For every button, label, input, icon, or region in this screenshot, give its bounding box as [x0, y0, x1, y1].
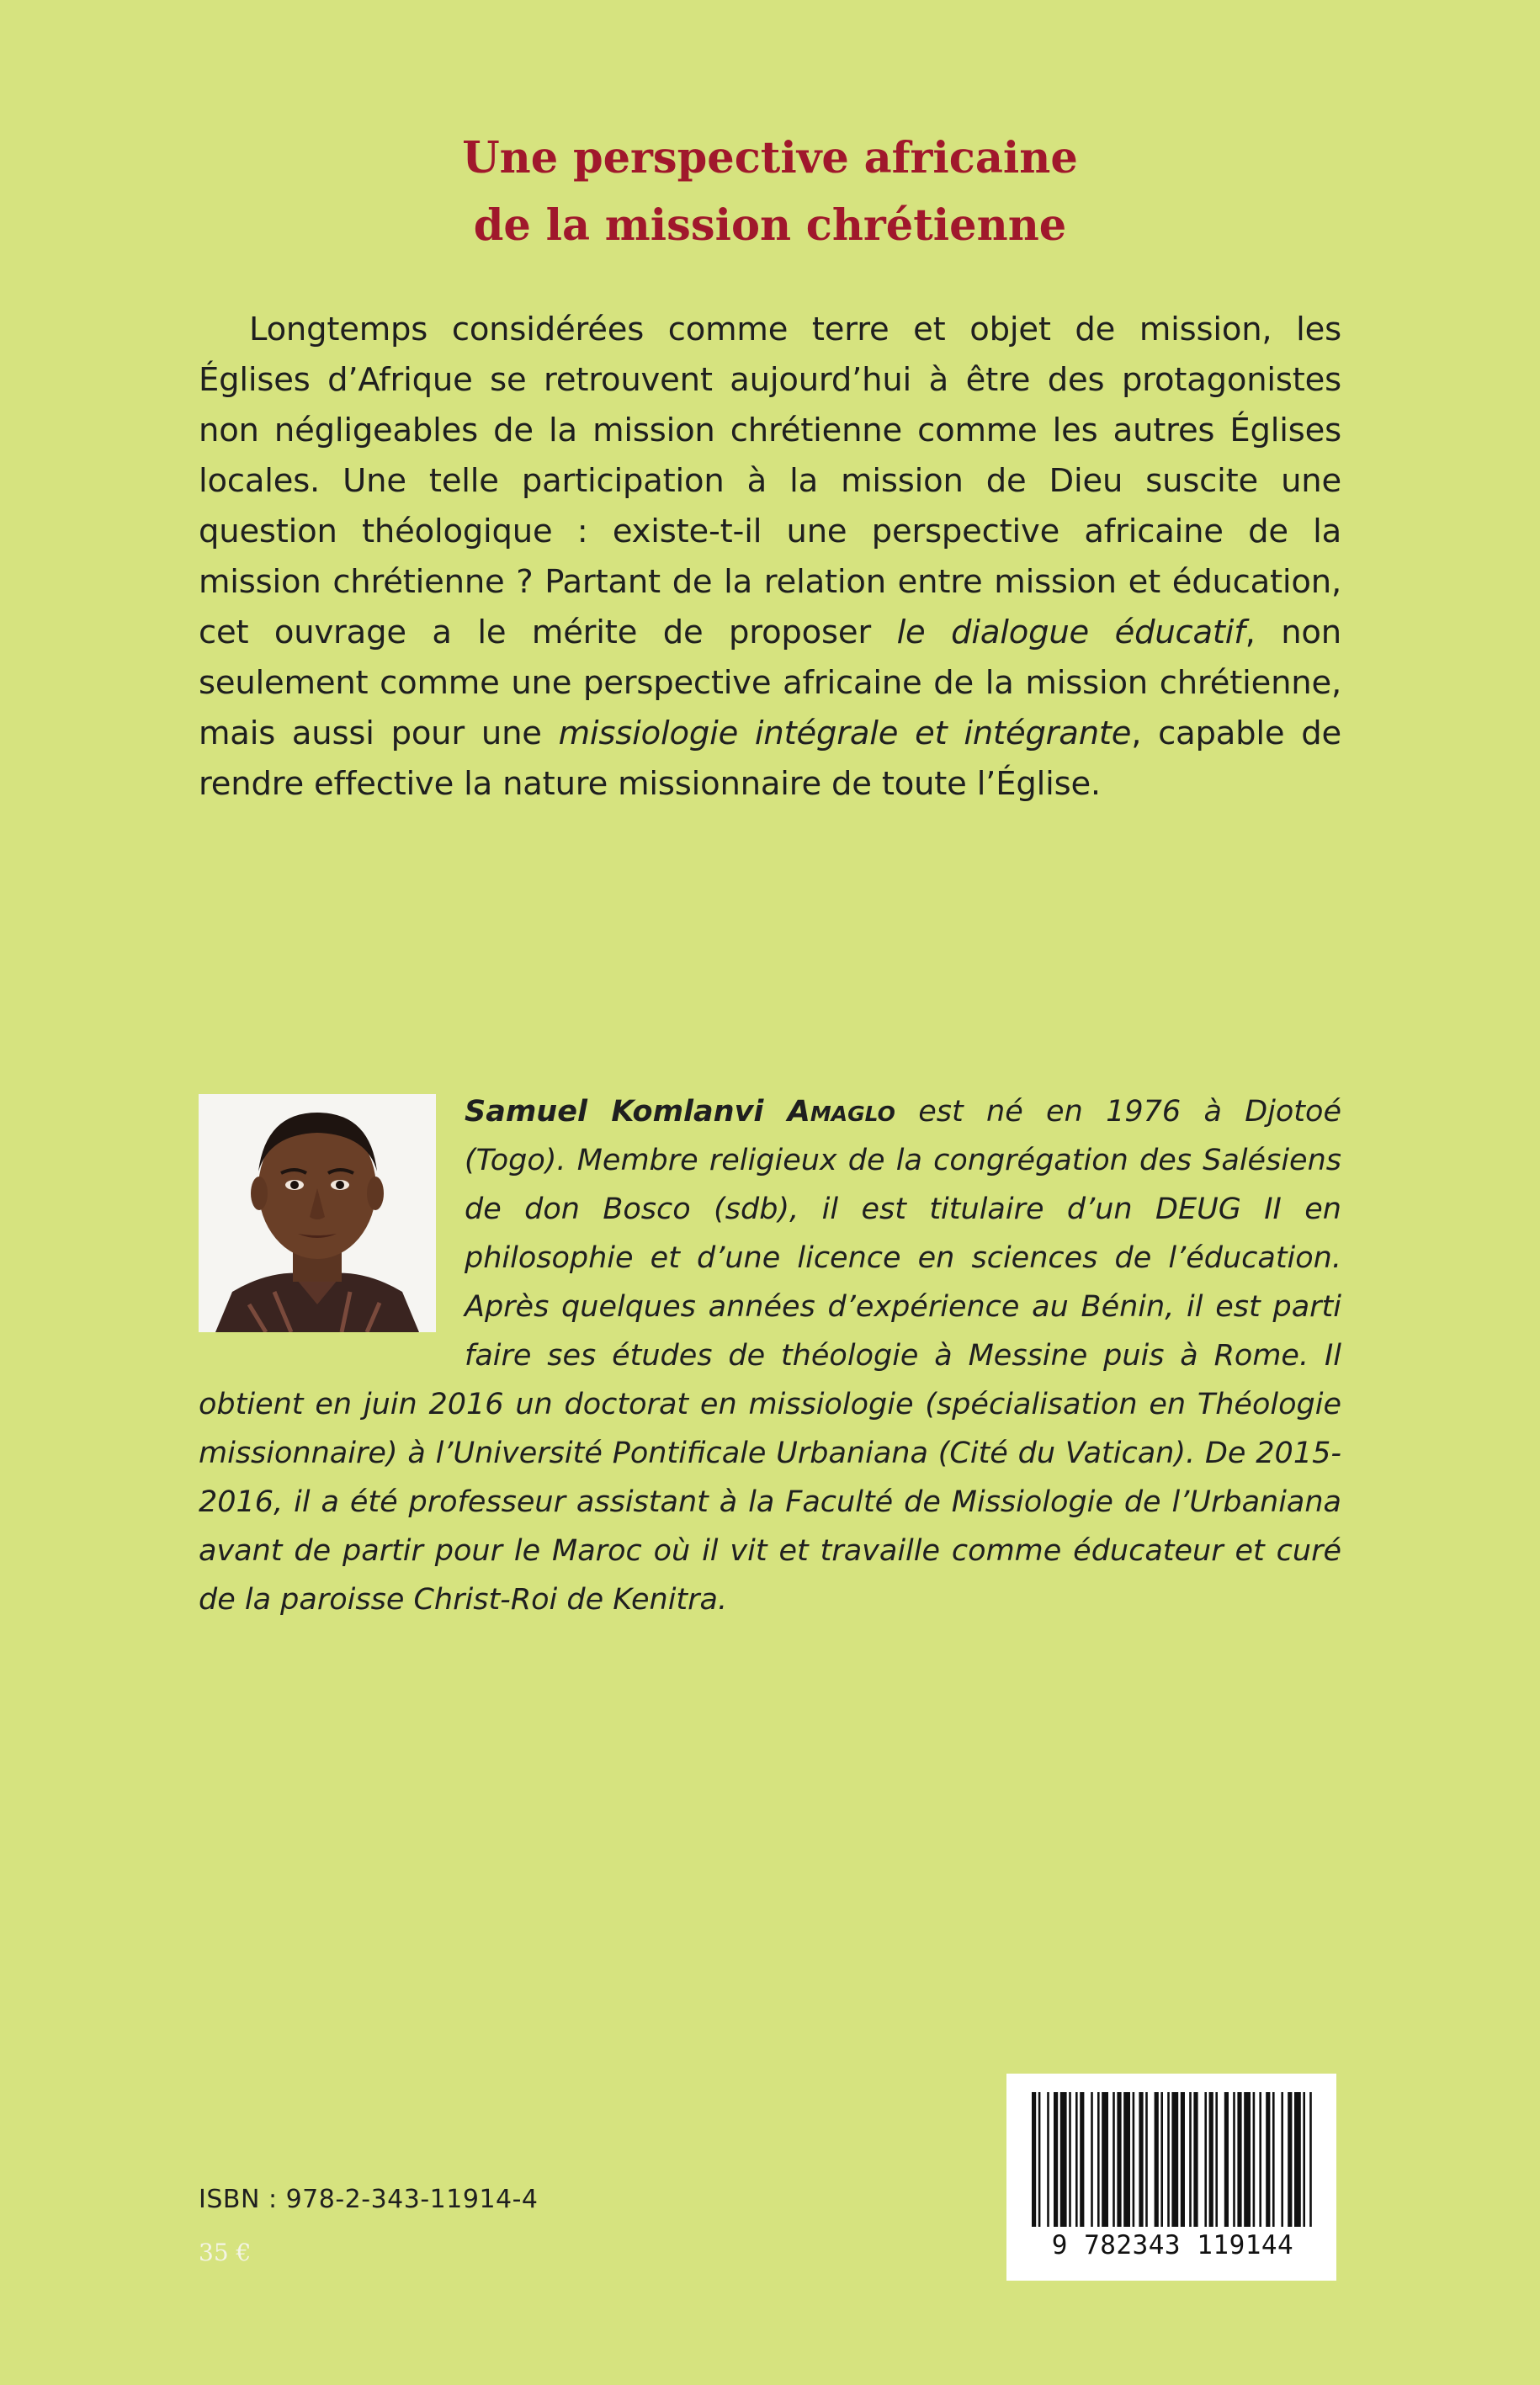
barcode-bar	[1189, 2092, 1192, 2227]
barcode-bar	[1281, 2092, 1283, 2227]
barcode-bar	[1139, 2092, 1143, 2227]
blurb-text-1: Longtemps considérées comme terre et objet de mission, les Églises d’Afrique se retrouvent aujourd’hui à être des protagonistes non négligeables de la mission chrétienne comme les autres Églises locales. Une telle participation à la mission de Dieu suscite une question théologique : existe-t-il une perspective africaine de la mission chrétienne ? Partant de la relation entre mission et éducation, cet ouvrage a le mérite de proposer	[199, 311, 1341, 651]
barcode-bar	[1294, 2092, 1301, 2227]
author-last-name: Amaglo	[787, 1095, 895, 1129]
blurb-emphasis-2: missiologie intégrale et intégrante	[558, 714, 1132, 752]
barcode-bar	[1303, 2092, 1305, 2227]
barcode-bar	[1237, 2092, 1241, 2227]
barcode-bar	[1097, 2092, 1100, 2227]
author-portrait-icon	[199, 1094, 436, 1332]
isbn: ISBN : 978-2-343-11914-4	[199, 2185, 539, 2214]
title-line-1: Une perspective africaine	[462, 133, 1078, 183]
barcode-bar	[1123, 2092, 1130, 2227]
barcode-bar	[1167, 2092, 1170, 2227]
barcode-bar	[1233, 2092, 1235, 2227]
barcode-bar	[1171, 2092, 1178, 2227]
author-first-names: Samuel Komlanvi	[465, 1095, 788, 1129]
author-bio	[199, 1087, 1341, 1624]
price: 35 €	[199, 2239, 252, 2266]
barcode-digits: 9 782343 119144	[1051, 2230, 1294, 2260]
blurb-text-3: , capable de rendre effective la nature missionnaire de toute l’Église.	[199, 714, 1341, 803]
blurb-text-2: , non seulement comme une perspective africaine de la mission chrétienne, mais aussi pour une	[199, 614, 1341, 752]
barcode-bar	[1266, 2092, 1270, 2227]
barcode-bar	[1244, 2092, 1251, 2227]
barcode-bar	[1091, 2092, 1093, 2227]
barcode-bar	[1272, 2092, 1275, 2227]
barcode-bar	[1145, 2092, 1148, 2227]
book-title	[0, 125, 1540, 259]
barcode-bar	[1309, 2092, 1312, 2227]
barcode-bar	[1209, 2092, 1213, 2227]
barcode-bar	[1181, 2092, 1185, 2227]
barcode-bar	[1259, 2092, 1261, 2227]
barcode-bar	[1069, 2092, 1071, 2227]
author-bio-text: est né en 1976 à Djotoé (Togo). Membre religieux de la congrégation des Salésiens de don Bosco (sdb), il est titulaire d’un DEUG II en philosophie et d’une licence en sciences de l’éducation. Après quelques années d’expérience au Bénin, il est parti faire ses études de théologie à Messine puis à Rome. Il obtient en juin 2016 un doctorat en missiologie (spécialisation en Théologie missionnaire) à l’Université Pontificale Urbaniana (Cité du Vatican). De 2015-2016, il a été professeur assistant à la Faculté de Missiologie de l’Urbaniana avant de partir pour le Maroc où il vit et travaille comme éducateur et curé de la paroisse Christ-Roi de Kenitra.	[199, 1095, 1341, 1617]
barcode-bar	[1047, 2092, 1049, 2227]
barcode-bar	[1038, 2092, 1041, 2227]
blurb-emphasis-1: le dialogue éducatif	[896, 614, 1245, 651]
barcode-bar	[1253, 2092, 1256, 2227]
barcode-bar	[1133, 2092, 1135, 2227]
barcode-bar	[1215, 2092, 1218, 2227]
barcode-bar	[1102, 2092, 1108, 2227]
barcode-bar	[1204, 2092, 1207, 2227]
barcode-bar	[1032, 2092, 1036, 2227]
barcode-bar	[1193, 2092, 1197, 2227]
barcode-bar	[1060, 2092, 1067, 2227]
barcode-bar	[1224, 2092, 1229, 2227]
barcode-bar	[1155, 2092, 1159, 2227]
barcode-bar	[1117, 2092, 1121, 2227]
barcode-bar	[1160, 2092, 1163, 2227]
barcode-bar	[1080, 2092, 1084, 2227]
title-line-2: de la mission chrétienne	[473, 200, 1067, 251]
author-photo	[199, 1094, 436, 1332]
barcode-bar	[1113, 2092, 1115, 2227]
barcode-bar	[1288, 2092, 1292, 2227]
barcode-bar	[1054, 2092, 1058, 2227]
barcode	[1006, 2074, 1336, 2281]
barcode-bar	[1075, 2092, 1078, 2227]
back-cover-blurb	[199, 305, 1341, 810]
